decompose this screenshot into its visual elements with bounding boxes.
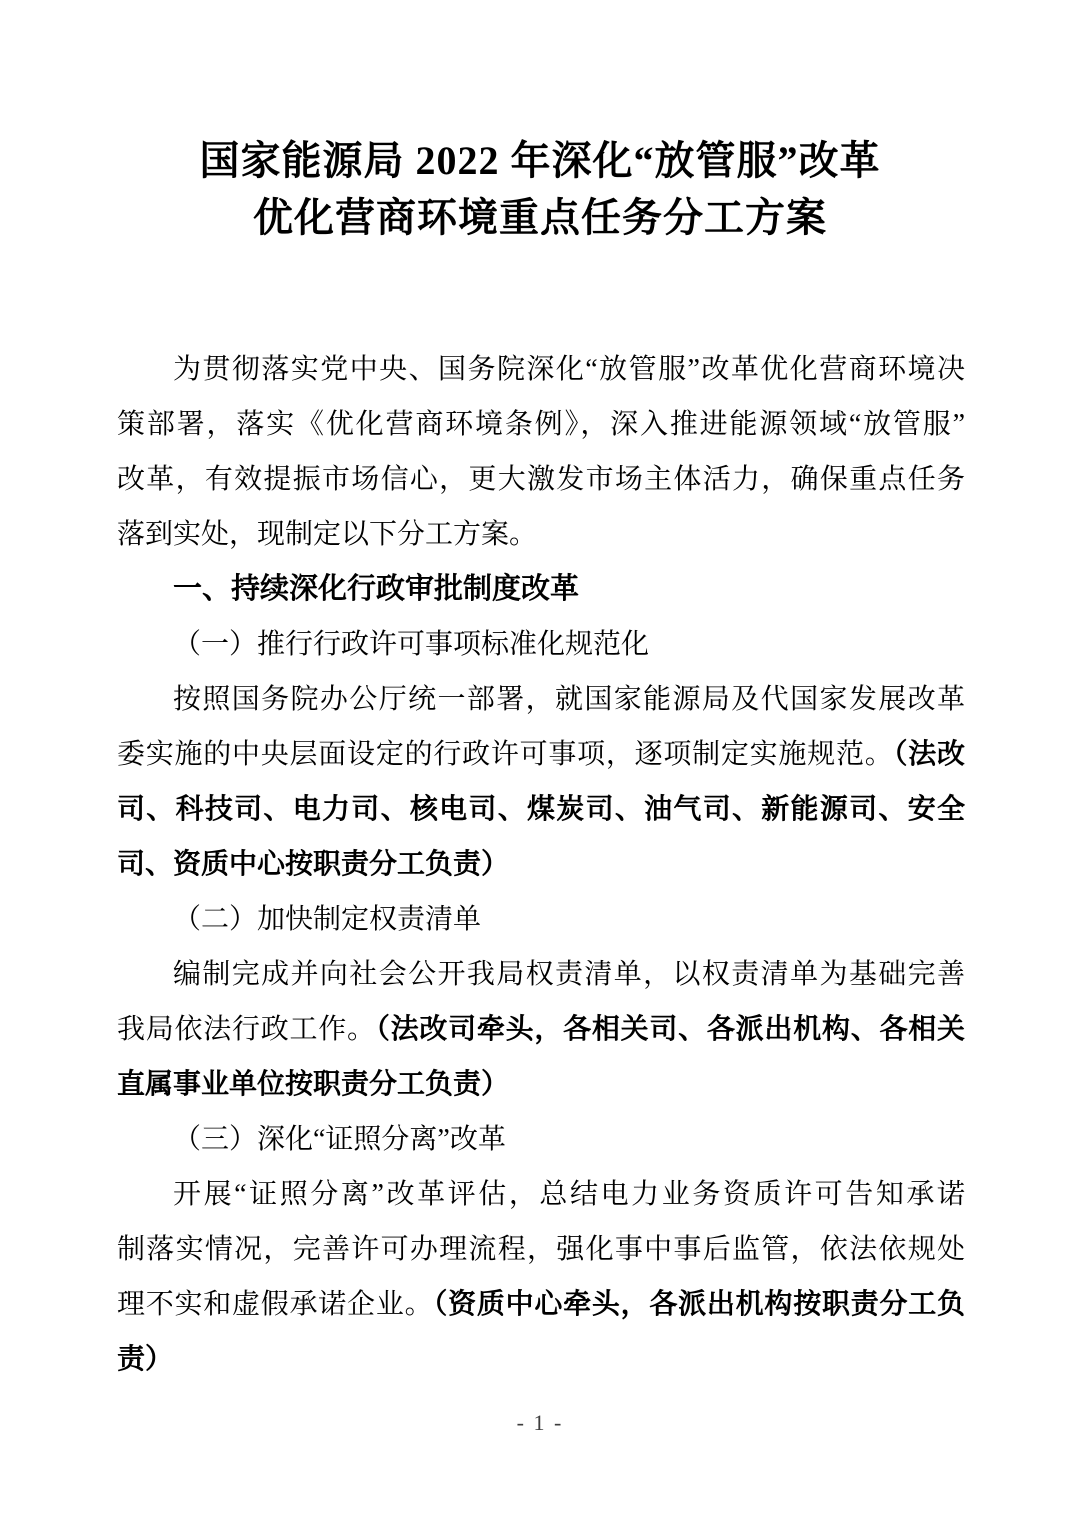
text-run: 为贯彻落实党中央、国务院深化“放管服”改革优化营商环境决 xyxy=(173,354,965,385)
text-run: 我局依法行政工作。 xyxy=(117,1014,376,1045)
paragraph-line xyxy=(117,727,965,782)
paragraph-line xyxy=(117,397,965,452)
paragraph-line xyxy=(117,1167,965,1222)
paragraph xyxy=(117,947,965,1112)
paragraph-line xyxy=(117,837,965,892)
document-title-line-2: 优化营商环境重点任务分工方案 xyxy=(253,195,827,240)
text-run: 按照国务院办公厅统一部署，就国家能源局及代国家发展改革 xyxy=(173,684,965,715)
document-title xyxy=(0,132,1080,246)
document-body xyxy=(117,342,965,1387)
text-run: 落到实处，现制定以下分工方案。 xyxy=(117,519,538,550)
paragraph-line xyxy=(117,1222,965,1277)
paragraph xyxy=(117,342,965,562)
paragraph-line xyxy=(117,452,965,507)
text-run: 委实施的中央层面设定的行政许可事项，逐项制定实施规范。 xyxy=(117,739,894,770)
text-run: 改革，有效提振市场信心，更大激发市场主体活力，确保重点任务 xyxy=(117,464,965,495)
paragraph xyxy=(117,1167,965,1387)
paragraph-line xyxy=(117,782,965,837)
paragraph xyxy=(117,672,965,892)
paragraph-line xyxy=(117,1057,965,1112)
paragraph-line xyxy=(117,1332,965,1387)
subsection-heading: （一）推行行政许可事项标准化规范化 xyxy=(173,629,650,660)
text-run: 开展“证照分离”改革评估，总结电力业务资质许可告知承诺 xyxy=(173,1179,965,1210)
responsibility-annotation: （资质中心牵头，各派出机构按职责分工负 xyxy=(433,1289,965,1320)
paragraph-line xyxy=(117,947,965,1002)
paragraph-line xyxy=(117,1002,965,1057)
paragraph-line xyxy=(117,507,965,562)
text-run: 制落实情况，完善许可办理流程，强化事中事后监管，依法依规处 xyxy=(117,1234,965,1265)
paragraph-line xyxy=(117,1277,965,1332)
subsection-heading: （二）加快制定权责清单 xyxy=(173,904,482,935)
text-run: 理不实和虚假承诺企业。 xyxy=(117,1289,434,1320)
text-run: 编制完成并向社会公开我局权责清单，以权责清单为基础完善 xyxy=(173,959,965,990)
section-heading: 一、持续深化行政审批制度改革 xyxy=(173,573,580,605)
paragraph-line xyxy=(117,672,965,727)
paragraph-line xyxy=(117,342,965,397)
text-run: 策部署，落实《优化营商环境条例》，深入推进能源领域“放管服” xyxy=(117,409,965,440)
responsibility-annotation: 司、科技司、电力司、核电司、煤炭司、油气司、新能源司、安全 xyxy=(117,794,965,825)
responsibility-annotation: （法改司牵头，各相关司、各派出机构、各相关 xyxy=(375,1014,965,1045)
subsection-heading: （三）深化“证照分离”改革 xyxy=(173,1124,506,1155)
document-title-line-1: 国家能源局 2022 年深化“放管服”改革 xyxy=(199,138,881,183)
page-number: - 1 - xyxy=(516,1410,564,1435)
responsibility-annotation: （法改 xyxy=(893,739,965,770)
responsibility-annotation: 直属事业单位按职责分工负责） xyxy=(117,1069,510,1100)
responsibility-annotation: 责） xyxy=(117,1344,174,1375)
responsibility-annotation: 司、资质中心按职责分工负责） xyxy=(117,849,510,880)
